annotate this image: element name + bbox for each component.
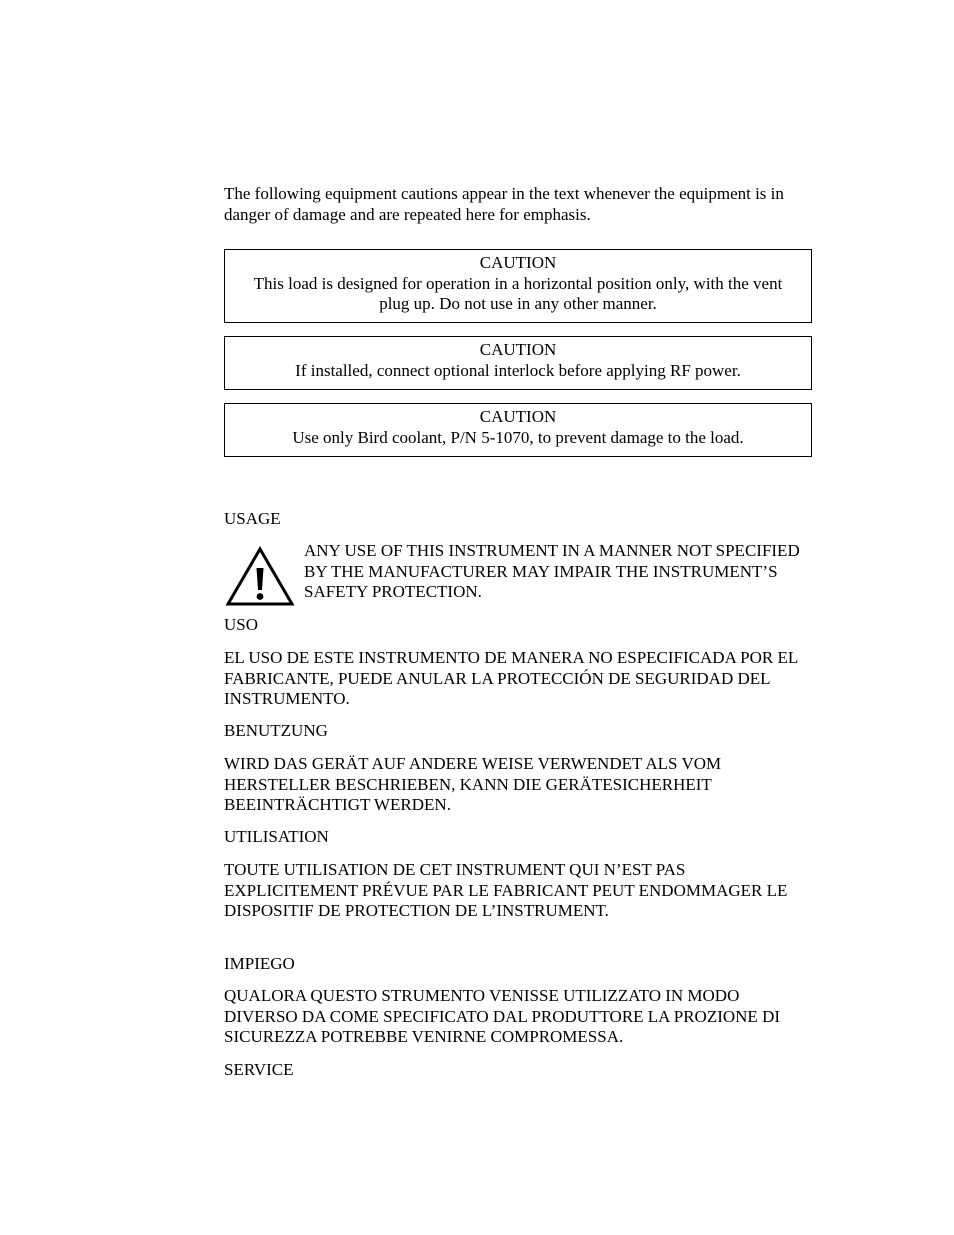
service-heading: SERVICE bbox=[224, 1060, 294, 1079]
caution-text: If installed, connect optional interlock before applying RF power. bbox=[295, 360, 741, 380]
benutzung-text: WIRD DAS GERÄT AUF ANDERE WEISE VERWENDET ALS VOM HERSTELLER BESCHRIEBEN, KANN DIE GERÄTESICHERHEIT BEEINTRÄCHTIGT WERDEN. bbox=[224, 754, 722, 814]
utilisation-text: TOUTE UTILISATION DE CET INSTRUMENT QUI N’EST PAS EXPLICITEMENT PRÉVUE PAR LE FABRICANT PEUT ENDOMMAGER LE DISPOSITIF DE PROTECTION DE L’INSTRUMENT. bbox=[224, 860, 788, 920]
caution-title: CAUTION bbox=[479, 407, 557, 426]
impiego-text: QUALORA QUESTO STRUMENTO VENISSE UTILIZZATO IN MODO DIVERSO DA COME SPECIFICATO DAL PRODUTTORE LA PROZIONE DI SICUREZZA POTREBBE VENIRNE COMPROMESSA. bbox=[224, 986, 781, 1046]
warning-icon bbox=[225, 546, 295, 608]
impiego-heading: IMPIEGO bbox=[224, 954, 295, 973]
usage-heading: USAGE bbox=[224, 509, 281, 528]
caution-box-coolant bbox=[224, 403, 812, 457]
caution-box-orientation bbox=[224, 249, 812, 323]
caution-box-interlock bbox=[224, 336, 812, 390]
uso-text: EL USO DE ESTE INSTRUMENTO DE MANERA NO ESPECIFICADA POR EL FABRICANTE, PUEDE ANULAR LA PROTECCIÓN DE SEGURIDAD DEL INSTRUMENTO. bbox=[224, 648, 798, 708]
caution-title: CAUTION bbox=[479, 253, 557, 272]
intro-paragraph: The following equipment cautions appear in the text whenever the equipment is in danger of damage and are repeated here for emphasis. bbox=[224, 184, 784, 224]
utilisation-heading: UTILISATION bbox=[224, 827, 329, 846]
usage-warning-text: ANY USE OF THIS INSTRUMENT IN A MANNER NOT SPECIFIED BY THE MANUFACTURER MAY IMPAIR THE INSTRUMENT’S SAFETY PROTECTION. bbox=[304, 541, 800, 601]
caution-text: Use only Bird coolant, P/N 5-1070, to prevent damage to the load. bbox=[292, 427, 744, 447]
uso-heading: USO bbox=[224, 615, 259, 634]
caution-title: CAUTION bbox=[479, 340, 557, 359]
caution-text: This load is designed for operation in a horizontal position only, with the vent plug up. Do not use in any other manner. bbox=[253, 273, 783, 313]
benutzung-heading: BENUTZUNG bbox=[224, 721, 328, 740]
